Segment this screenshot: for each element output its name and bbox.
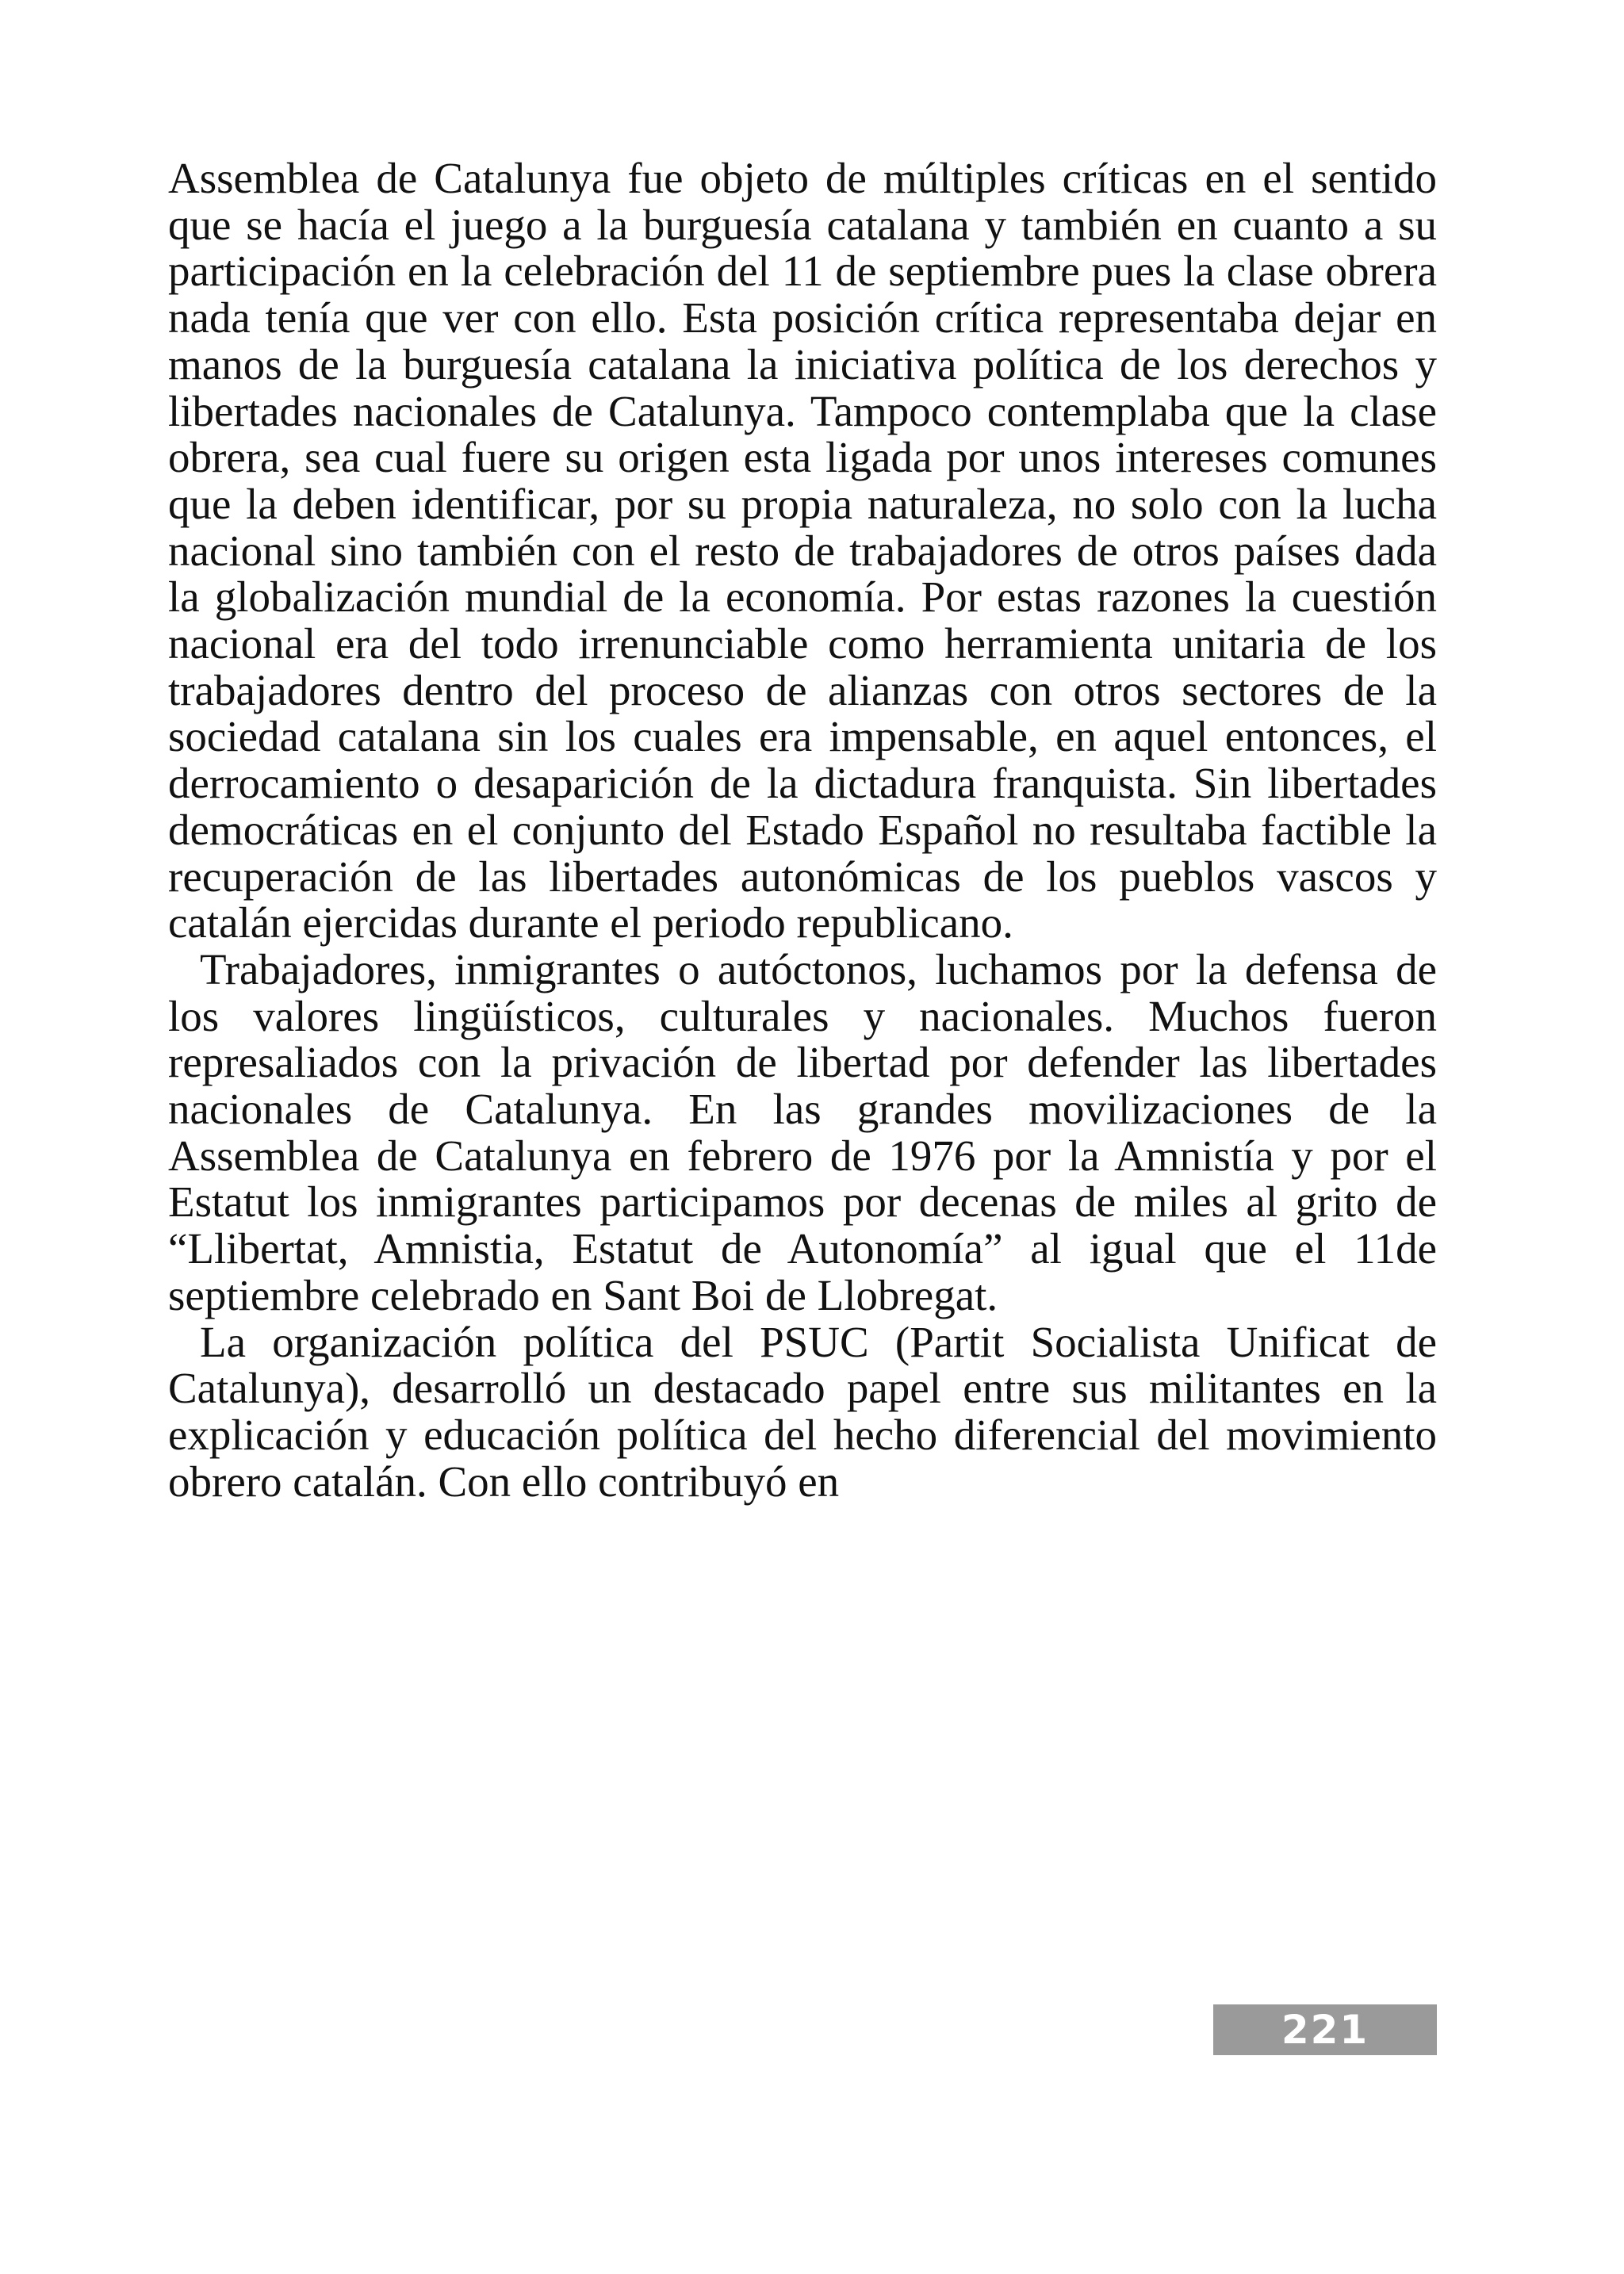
paragraph-3: La organización política del PSUC (Partit Socialista Unificat de Catalunya), desarrolló un destacado papel entre sus militantes en la explicación y educación política del hecho diferencial del movimiento obrero catalán. Con ello contribuyó en: [168, 1317, 1437, 1506]
page-number: 221: [1281, 2007, 1369, 2053]
paragraph-2: Trabajadores, inmigrantes o autóctonos, luchamos por la defensa de los valores lingüísticos, culturales y nacionales. Muchos fueron represaliados con la privación de libertad por defender las libertades nacionales de Catalunya. En las grandes movilizaciones de la Assemblea de Catalunya en febrero de 1976 por la Amnistía y por el Estatut los inmigrantes participamos por decenas de miles al grito de “Llibertat, Amnistia, Estatut de Autonomía” al igual que el 11de septiembre celebrado en Sant Boi de Llobregat.: [168, 944, 1437, 1319]
body-text: [168, 155, 1437, 1505]
paragraph-1: Assemblea de Catalunya fue objeto de múltiples críticas en el sentido que se hacía el juego a la burguesía catalana y también en cuanto a su participación en la celebración del 11 de septiembre pues la clase obrera nada tenía que ver con ello. Esta posición crítica representaba dejar en manos de la burguesía catalana la iniciativa política de los derechos y libertades nacionales de Catalunya. Tampoco contemplaba que la clase obrera, sea cual fuere su origen esta ligada por unos intereses comunes que la deben identificar, por su propia naturaleza, no solo con la lucha nacional sino también con el resto de trabajadores de otros países dada la globalización mundial de la economía. Por estas razones la cuestión nacional era del todo irrenunciable como herramienta unitaria de los trabajadores dentro del proceso de alianzas con otros sectores de la sociedad catalana sin los cuales era impensable, en aquel entonces, el derrocamiento o desaparición de la dictadura franquista. Sin libertades democráticas en el conjunto del Estado Español no resultaba factible la recuperación de las libertades autonómicas de los pueblos vascos y catalán ejercidas durante el periodo republicano.: [168, 154, 1437, 948]
page-number-bar: [1213, 2004, 1437, 2055]
